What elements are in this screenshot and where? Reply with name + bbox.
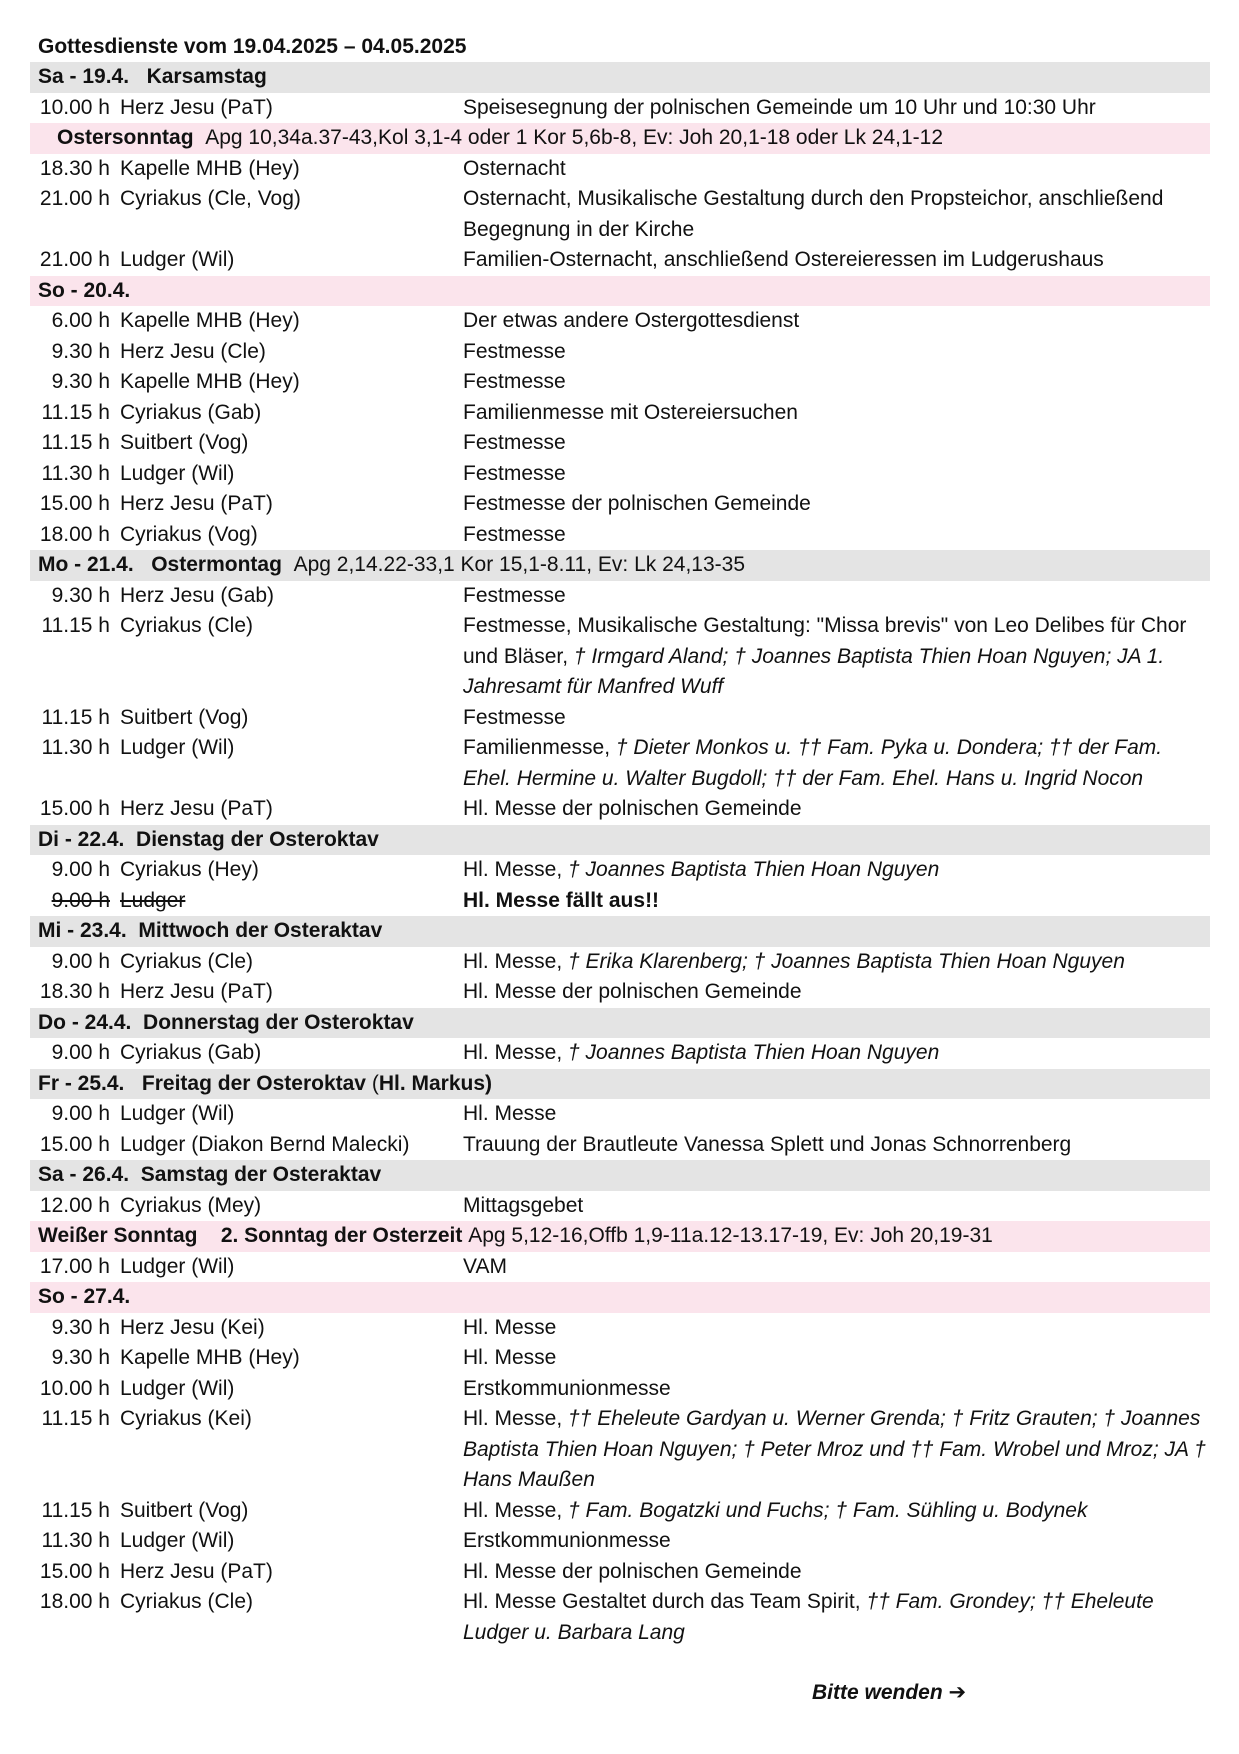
service-entry (30, 1496, 1210, 1527)
day-header (30, 1160, 1210, 1191)
feast-subtitle: 2. Sonntag der Osterzeit (220, 1224, 463, 1247)
service-entry (30, 703, 1210, 734)
day-header (30, 1008, 1210, 1039)
service-place: Cyriakus (Cle) (120, 614, 254, 637)
service-description: Festmesse (463, 461, 566, 485)
service-entry (30, 1099, 1210, 1130)
intentions: † Joannes Baptista Thien Hoan Nguyen (568, 1041, 940, 1064)
feast-header (30, 123, 1210, 154)
readings: Apg 10,34a.37-43,Kol 3,1-4 oder 1 Kor 5,6b-8, Ev: Joh 20,1-18 oder Lk 24,1-12 (205, 126, 944, 149)
service-place: Ludger (120, 888, 186, 912)
service-description: Festmesse der polnischen Gemeinde (463, 492, 811, 515)
service-entry (30, 1252, 1210, 1283)
service-time: 18.30 h (39, 980, 110, 1003)
service-place: Cyriakus (Vog) (120, 522, 258, 546)
intentions: † Irmgard Aland; † Joannes Baptista Thien Hoan Nguyen; JA 1. Jahresamt für Manfred Wuff (463, 644, 1165, 698)
service-place: Cyriakus (Hey) (120, 858, 259, 881)
intentions: † Fam. Bogatzki und Fuchs; † Fam. Sühling u. Bodynek (568, 1498, 1088, 1522)
service-place: Herz Jesu (Kei) (120, 1315, 265, 1339)
intentions: † Joannes Baptista Thien Hoan Nguyen (568, 858, 940, 881)
service-place: Ludger (Wil) (120, 736, 235, 759)
service-description: Hl. Messe, †† Eheleute Gardyan u. Werner Grenda; † Fritz Grauten; † Joannes Baptista Thien Hoan Nguyen; † Peter Mroz und †† Fam. Wrobel und Mroz; JA † Hans Maußen (463, 1407, 1206, 1491)
service-description: Hl. Messe der polnischen Gemeinde (463, 980, 802, 1003)
service-entry (30, 1038, 1210, 1069)
service-place: Herz Jesu (PaT) (120, 1559, 273, 1583)
please-turn-text: Bitte wenden (812, 1681, 943, 1704)
service-time: 17.00 h (39, 1254, 110, 1278)
day-header (30, 276, 1210, 307)
service-description: Festmesse (463, 522, 566, 546)
day-date: Mo - 21.4. (38, 553, 134, 576)
day-header: Fr - 25.4. Freitag der Osteroktav (Hl. Markus) (30, 1069, 1210, 1100)
page-title: Gottesdienste vom 19.04.2025 – 04.05.2025 (38, 35, 467, 58)
day-date: So - 27.4. (38, 1285, 131, 1308)
day-feast: Samstag der Osteraktav (140, 1163, 382, 1186)
intentions: †† Eheleute Gardyan u. Werner Grenda; † Fritz Grauten; † Joannes Baptista Thien Hoan Nguyen; † Peter Mroz und †† Fam. Wrobel und Mroz; JA † Hans Maußen (463, 1407, 1206, 1491)
schedule-document (30, 32, 1210, 1648)
day-date: Di - 22.4. (38, 827, 125, 851)
service-entry (30, 1526, 1210, 1557)
service-place: Suitbert (Vog) (120, 705, 249, 729)
service-entry (30, 947, 1210, 978)
service-description: Mittagsgebet (463, 1193, 584, 1217)
service-entry (30, 1374, 1210, 1405)
saint-name: Hl. Markus) (378, 1071, 493, 1095)
day-date: So - 20.4. (38, 278, 131, 302)
service-place: Ludger (Wil) (120, 1529, 235, 1552)
service-place: Cyriakus (Gab) (120, 1041, 262, 1064)
service-description: Osternacht (463, 156, 566, 180)
service-entry (30, 1587, 1210, 1648)
service-entry (30, 520, 1210, 551)
service-place: Herz Jesu (PaT) (120, 797, 273, 820)
day-date: Do - 24.4. (38, 1010, 132, 1034)
service-entry (30, 459, 1210, 490)
service-time: 11.30 h (41, 1529, 110, 1552)
service-description: Hl. Messe (463, 1102, 557, 1125)
service-description: Erstkommunionmesse (463, 1376, 671, 1400)
service-entry (30, 855, 1210, 886)
service-description: Der etwas andere Ostergottesdienst (463, 309, 800, 332)
service-description: Familien-Osternacht, anschließend Ostereieressen im Ludgerushaus (463, 248, 1104, 271)
service-description: Hl. Messe fällt aus!! (463, 888, 660, 912)
day-feast: Dienstag der Osteroktav (136, 827, 379, 851)
day-date: Mi - 23.4. (38, 919, 127, 942)
service-description: Erstkommunionmesse (463, 1529, 671, 1552)
service-time: 6.00 h (51, 309, 110, 332)
service-place: Kapelle MHB (Hey) (120, 370, 300, 393)
service-description: Hl. Messe, † Joannes Baptista Thien Hoan Nguyen (463, 858, 940, 881)
service-entry (30, 245, 1210, 276)
service-place: Herz Jesu (PaT) (120, 492, 273, 515)
service-time: 18.30 h (39, 156, 110, 180)
day-feast: Ostermontag (151, 553, 282, 576)
service-time: 11.15 h (41, 431, 110, 454)
service-time: 11.30 h (41, 736, 110, 759)
service-time: 18.00 h (39, 1590, 110, 1613)
service-entry (30, 977, 1210, 1008)
day-feast: Karsamstag (146, 65, 267, 88)
service-entry (30, 398, 1210, 429)
intentions: † Erika Klarenberg; † Joannes Baptista Thien Hoan Nguyen (568, 949, 1125, 973)
service-place: Ludger (Wil) (120, 1376, 235, 1400)
day-feast: Freitag der Osteroktav (141, 1071, 366, 1095)
service-time: 9.00 h (51, 888, 110, 912)
service-time: 21.00 h (39, 248, 110, 271)
service-place: Cyriakus (Cle) (120, 1590, 254, 1613)
arrow-right-icon: ➔ (948, 1681, 967, 1704)
service-entry (30, 611, 1210, 703)
service-place: Ludger (Wil) (120, 1102, 235, 1125)
service-description: Festmesse, Musikalische Gestaltung: "Missa brevis" von Leo Delibes für Chor und Bläser, † Irmgard Aland; † Joannes Baptista Thien Hoan Nguyen; JA 1. Jahresamt für Manfred Wuff (463, 614, 1187, 698)
service-time: 18.00 h (39, 522, 110, 546)
service-description: Osternacht, Musikalische Gestaltung durch den Propsteichor, anschließend Begegnung in der Kirche (463, 187, 1164, 241)
service-entry (30, 1557, 1210, 1588)
service-description: Festmesse (463, 339, 566, 363)
service-time: 9.30 h (51, 1346, 110, 1369)
day-header (30, 825, 1210, 856)
service-entry (30, 1404, 1210, 1496)
service-time: 15.00 h (39, 492, 110, 515)
service-place: Cyriakus (Gab) (120, 400, 262, 424)
service-time: 15.00 h (39, 1559, 110, 1583)
day-date: Fr - 25.4. (38, 1071, 125, 1095)
service-time: 11.15 h (41, 1407, 110, 1430)
feast-name: Weißer Sonntag (38, 1224, 198, 1247)
service-entry (30, 794, 1210, 825)
service-time: 9.30 h (51, 583, 110, 607)
service-entry (30, 337, 1210, 368)
service-entry (30, 581, 1210, 612)
service-place: Suitbert (Vog) (120, 431, 249, 454)
service-place: Kapelle MHB (Hey) (120, 309, 300, 332)
service-place: Ludger (Wil) (120, 461, 235, 485)
service-time: 11.15 h (41, 705, 110, 729)
service-entry (30, 306, 1210, 337)
service-description: Trauung der Brautleute Vanessa Splett und Jonas Schnorrenberg (463, 1132, 1072, 1156)
service-time: 10.00 h (39, 95, 110, 119)
service-place: Kapelle MHB (Hey) (120, 1346, 300, 1369)
service-place: Cyriakus (Cle, Vog) (120, 187, 301, 210)
service-entry (30, 428, 1210, 459)
service-place: Kapelle MHB (Hey) (120, 156, 300, 180)
service-description: Hl. Messe (463, 1315, 557, 1339)
service-time: 9.00 h (51, 1102, 110, 1125)
day-feast: Donnerstag der Osteroktav (143, 1010, 414, 1034)
service-place: Cyriakus (Mey) (120, 1193, 262, 1217)
service-entry (30, 733, 1210, 794)
service-entry (30, 1191, 1210, 1222)
service-time: 11.15 h (41, 400, 110, 424)
service-place: Herz Jesu (PaT) (120, 980, 273, 1003)
day-header (30, 916, 1210, 947)
service-place: Ludger (Wil) (120, 1254, 235, 1278)
day-header (30, 550, 1210, 581)
service-description: Festmesse (463, 370, 566, 393)
service-description: Hl. Messe der polnischen Gemeinde (463, 1559, 802, 1583)
service-time: 11.15 h (41, 1498, 110, 1522)
cancelled-service-entry (30, 886, 1210, 917)
service-place: Ludger (Diakon Bernd Malecki) (120, 1132, 410, 1156)
service-time: 9.00 h (51, 858, 110, 881)
feast-name: Ostersonntag (57, 126, 194, 149)
service-place: Cyriakus (Kei) (120, 1407, 252, 1430)
service-place: Ludger (Wil) (120, 248, 235, 271)
service-description: Hl. Messe, † Fam. Bogatzki und Fuchs; † Fam. Sühling u. Bodynek (463, 1498, 1088, 1522)
please-turn-note (812, 1680, 966, 1705)
service-entry (30, 489, 1210, 520)
service-place: Herz Jesu (PaT) (120, 95, 273, 119)
service-time: 9.00 h (51, 1041, 110, 1064)
service-time: 12.00 h (39, 1193, 110, 1217)
service-place: Herz Jesu (Gab) (120, 583, 275, 607)
feast-header (30, 1221, 1210, 1252)
service-time: 15.00 h (39, 797, 110, 820)
service-description: Hl. Messe Gestaltet durch das Team Spirit, †† Fam. Grondey; †† Eheleute Ludger u. Barbara Lang (463, 1590, 1154, 1644)
service-entry (30, 1343, 1210, 1374)
service-description: VAM (463, 1254, 507, 1278)
service-time: 21.00 h (39, 187, 110, 210)
readings: Apg 5,12-16,Offb 1,9-11a.12-13.17-19, Ev: Joh 20,19-31 (468, 1224, 993, 1247)
service-description: Familienmesse mit Ostereiersuchen (463, 400, 798, 424)
service-description: Hl. Messe, † Erika Klarenberg; † Joannes Baptista Thien Hoan Nguyen (463, 949, 1125, 973)
service-time: 15.00 h (39, 1132, 110, 1156)
day-header (30, 1282, 1210, 1313)
service-place: Cyriakus (Cle) (120, 949, 254, 973)
service-description: Speisesegnung der polnischen Gemeinde um 10 Uhr und 10:30 Uhr (463, 95, 1096, 119)
day-date: Sa - 19.4. (38, 65, 130, 88)
service-entry (30, 154, 1210, 185)
service-entry (30, 1130, 1210, 1161)
day-feast: Mittwoch der Osteraktav (138, 919, 383, 942)
service-place: Herz Jesu (Cle) (120, 339, 266, 363)
day-header (30, 62, 1210, 93)
service-description: Festmesse (463, 431, 566, 454)
service-description: Hl. Messe (463, 1346, 557, 1369)
service-time: 9.00 h (51, 949, 110, 973)
service-description: Familienmesse, † Dieter Monkos u. †† Fam. Pyka u. Dondera; †† der Fam. Ehel. Hermine u. Walter Bugdoll; †† der Fam. Ehel. Hans u. Ingrid Nocon (463, 736, 1163, 790)
service-time: 10.00 h (39, 1376, 110, 1400)
service-entry (30, 93, 1210, 124)
service-description: Festmesse (463, 705, 566, 729)
service-entry (30, 1313, 1210, 1344)
intentions: †† Fam. Grondey; †† Eheleute Ludger u. Barbara Lang (463, 1590, 1154, 1644)
service-time: 9.30 h (51, 339, 110, 363)
service-entry (30, 184, 1210, 245)
service-time: 11.30 h (41, 461, 110, 485)
readings: Apg 2,14.22-33,1 Kor 15,1-8.11, Ev: Lk 24,13-35 (293, 553, 745, 576)
intentions: † Dieter Monkos u. †† Fam. Pyka u. Dondera; †† der Fam. Ehel. Hermine u. Walter Bugdoll; †† der Fam. Ehel. Hans u. Ingrid Nocon (463, 736, 1163, 790)
service-description: Hl. Messe, † Joannes Baptista Thien Hoan Nguyen (463, 1041, 940, 1064)
service-time: 9.30 h (51, 1315, 110, 1339)
service-description: Festmesse (463, 583, 566, 607)
day-date: Sa - 26.4. (38, 1163, 130, 1186)
service-place: Suitbert (Vog) (120, 1498, 249, 1522)
service-description: Hl. Messe der polnischen Gemeinde (463, 797, 802, 820)
service-time: 11.15 h (41, 614, 110, 637)
service-entry (30, 367, 1210, 398)
service-time: 9.30 h (51, 370, 110, 393)
